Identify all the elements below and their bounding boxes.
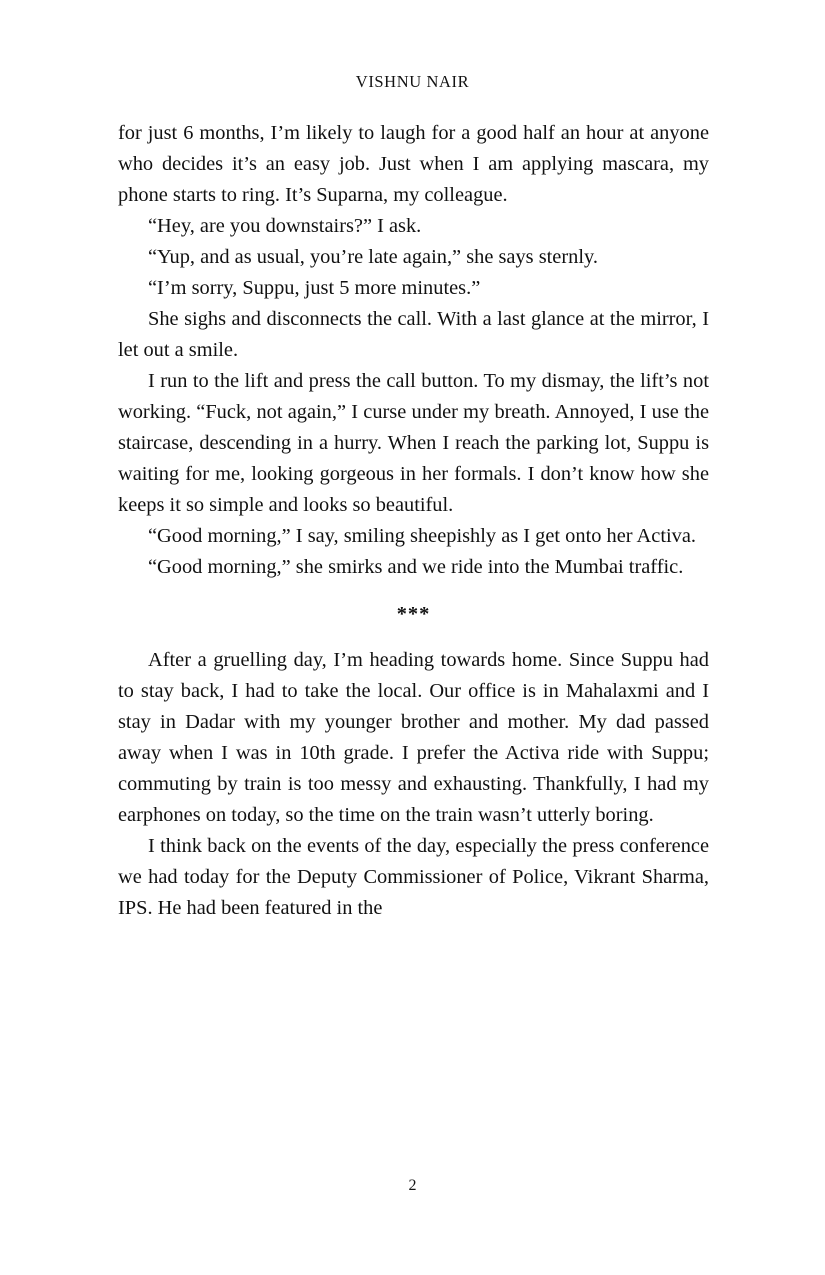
scene-break-divider: *** [396,603,431,625]
body-paragraph: I run to the lift and press the call button. To my dismay, the lift’s not working. “Fuck, not again,” I curse under my breath. Annoyed, I use the staircase, descending in a hurry. When I reach the parking lot, Suppu is waiting for me, looking gorgeous in her formals. I don’t know how she keeps it so simple and looks so beautiful. [118,370,709,516]
page-number: 2 [408,1177,417,1194]
body-paragraph: for just 6 months, I’m likely to laugh for a good half an hour at anyone who decides it’s an easy job. Just when I am applying mascara, my phone starts to ring. It’s Suparna, my colleague. [118,122,709,206]
body-paragraph: “Good morning,” she smirks and we ride into the Mumbai traffic. [148,556,684,578]
running-header: VISHNU NAIR [355,72,470,91]
body-paragraph: After a gruelling day, I’m heading towards home. Since Suppu had to stay back, I had to take the local. Our office is in Mahalaxmi and I stay in Dadar with my younger brother and mother. My dad passed away when I was in 10th grade. I prefer the Activa ride with Suppu; commuting by train is too messy and exhausting. Thankfully, I had my earphones on today, so the time on the train wasn’t utterly boring. [118,649,709,826]
body-text-block [118,118,709,924]
body-paragraph: “Hey, are you downstairs?” I ask. [148,215,422,237]
body-paragraph: I think back on the events of the day, especially the press conference we had today for the Deputy Commissioner of Police, Vikrant Sharma, IPS. He had been featured in the [118,835,709,919]
body-paragraph: “I’m sorry, Suppu, just 5 more minutes.” [148,277,481,299]
body-paragraph: “Good morning,” I say, smiling sheepishly as I get onto her Activa. [148,525,696,547]
body-paragraph: She sighs and disconnects the call. With a last glance at the mirror, I let out a smile. [118,308,709,361]
body-paragraph: “Yup, and as usual, you’re late again,” she says sternly. [148,246,598,268]
